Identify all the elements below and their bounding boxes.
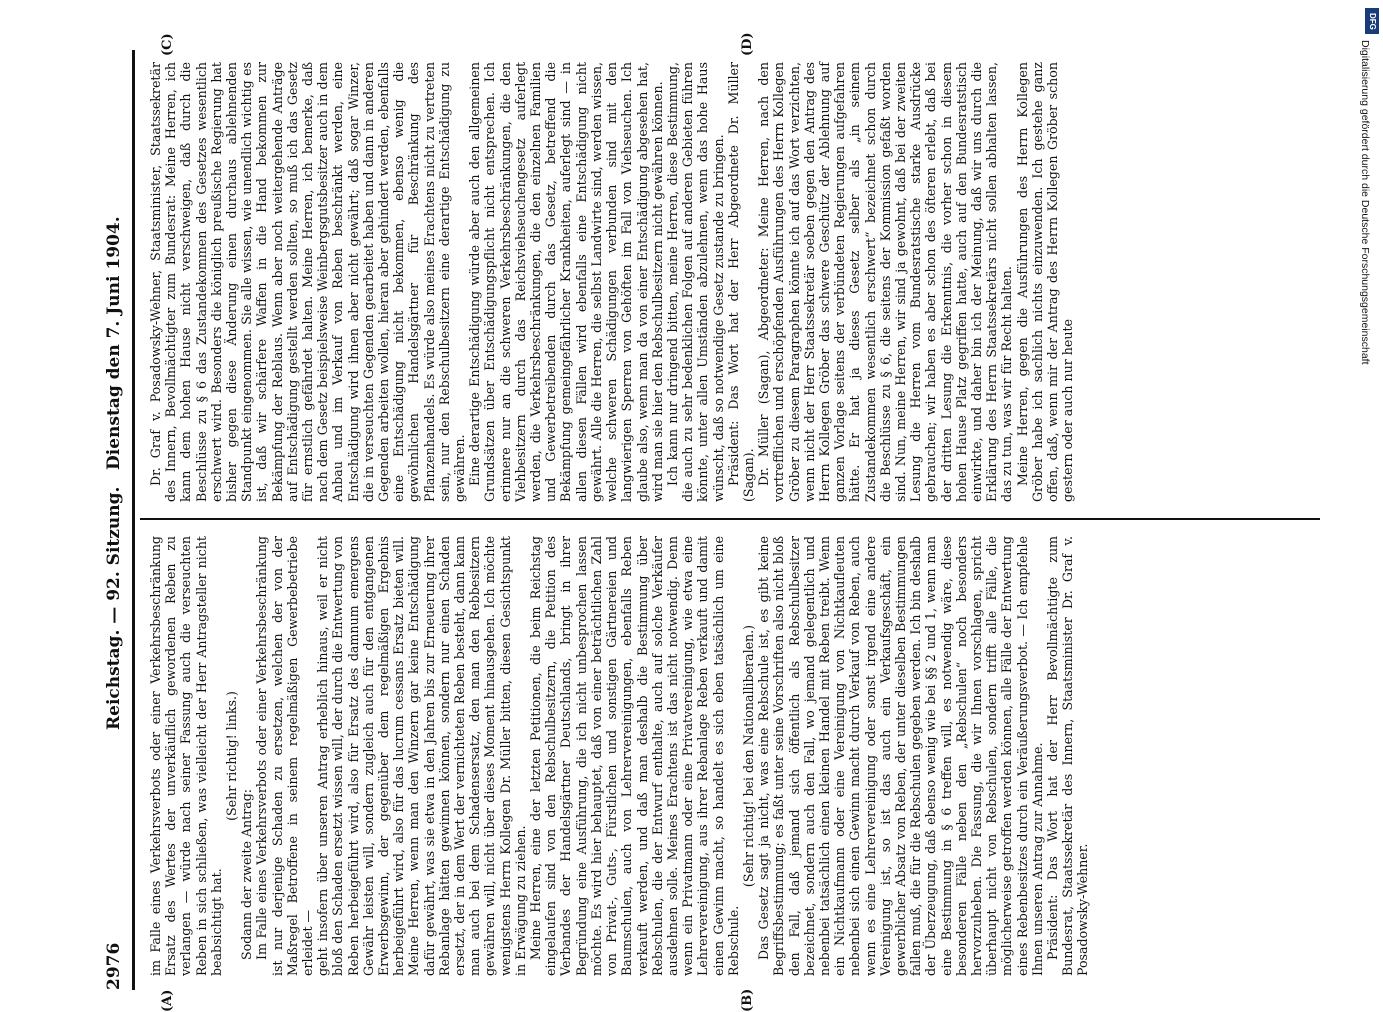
paragraph: Dr. Graf v. Posadowsky-Wehner, Staatsminister, Staatssekretär des Innern, Bevollmächtigter zum Bundesrat: Meine Herren, ich kann dem hohen Hause nicht verschweigen, daß durch die Beschlüsse zu § 6 das Zustandekommen des Gesetzes wesentlich erschwert wird. Besonders die königlich preußische Regierung hat bisher gegen diese Änderung einen durchaus ablehnenden Standpunkt eingenommen. Sie alle wissen, wie unendlich wichtig es ist, daß wir schärfere Waffen in die Hand bekommen zur Bekämpfung der Reblaus. Wenn aber noch weitergehende Anträge auf Entschädigung gestellt werden sollten, so muß ich das Gesetz für ernstlich gefährdet halten. Meine Herren, ich bemerke, daß nach dem Gesetz beispielsweise Weinbergsgutsbesitzer auch in dem Anbau und im Verkauf von Reben beschränkt werden, eine Entschädigung wird ihnen aber nicht gewährt; daß sogar Winzer, die in verseuchten Gegenden gearbeitet haben und dann in anderen Gegenden arbeiten wollen, hieran aber gehindert werden, ebenfalls eine Entschädigung nicht bekommen, ebenso wenig die gewöhnlichen Handelsgärtner für Beschränkung des Pflanzenhandels. Es würde also meines Erachtens nicht zu vertreten sein, nur den Rebschulbesitzern eine derartige Entschädigung zu gewähren. xyxy=(148,62,468,502)
paragraph: Eine derartige Entschädigung würde aber auch den allgemeinen Grundsätzen über Entschädigungspflicht nicht entsprechen. Ich erinnere nur an die schweren Verkehrsbeschränkungen, die den Viehbesitzern durch das Reichsviehseuchengesetz auferlegt werden, die Verkehrsbeschränkungen, die den einzelnen Familien und Gewerbetreibenden durch das Gesetz, betreffend die Bekämpfung gemeingefährlicher Krankheiten, auferlegt sind — in allen diesen Fällen wird ebenfalls eine Entschädigung nicht gewährt. Alle die Herren, die selbst Landwirte sind, werden wissen, welche schweren Schädigungen verbunden sind mit den langwierigen Sperren von Gehöften im Fall von Viehseuchen. Ich glaube also, wenn man da von einer Entschädigung abgesehen hat, wird man sie hier den Rebschulbesitzern nicht gewähren können. xyxy=(467,62,665,502)
paragraph: Meine Herren, eine der letzten Petitionen, die beim Reichstag eingelaufen sind von den Rebschulbesitzern, die Petition des Verbandes der Handelsgärtner Deutschlands, bringt in ihrer Begründung eine Ausführung, die ich nicht unbesprochen lassen möchte. Es wird hier behauptet, daß von einer beträchtlichen Zahl von Privat-, Guts-, Fürstlichen und sonstigen Gärtnereien und Baumschulen, auch von Lehrervereinigungen, ebenfalls Reben verkauft werden, und daß man deshalb die Bestimmung über Rebschulen, die der Entwurf enthalte, auch auf solche Verkäufer ausdehnen solle. Meines Erachtens ist das nicht notwendig. Denn wenn ein Privatmann oder eine Privatvereinigung, wie etwa eine Lehrervereinigung, aus ihrer Rebanlage Reben verkauft und damit einen Gewinn macht, so handelt es sich eben tatsächlich um eine Rebschule. xyxy=(528,536,741,976)
header-rule xyxy=(132,50,135,990)
rotated-document xyxy=(100,32,1380,1012)
paragraph: (Sehr richtig! links.) xyxy=(224,691,240,821)
paragraph: im Falle eines Verkehrsverbots oder einer Verkehrsbeschränkung Ersatz des Wertes der unverkäuflich gewordenen Reben zu verlangen — würde nach seiner Fassung auch die verseuchten Reben in sich schließen, was vielleicht der Herr Antragsteller nicht beabsichtigt hat. xyxy=(148,536,224,976)
digitization-note-text: Digitalisierung gefördert durch die Deutsche Forschungsgemeinschaft xyxy=(1359,40,1371,365)
margin-mark-d: (D) xyxy=(740,32,755,56)
margin-mark-a: (A) xyxy=(160,989,175,1012)
paragraph: Sodann der zweite Antrag: xyxy=(239,788,255,960)
paragraph: Meine Herren, gegen die Ausführungen des Herrn Kollegen Gröber habe ich sachlich nichts einzuwenden. Ich gestehe ganz offen, daß, wenn mir der Antrag des Herrn Kollegen Gröber schon gestern oder auch nur heute xyxy=(1014,62,1076,502)
margin-mark-c: (C) xyxy=(160,33,175,56)
page-header xyxy=(100,50,130,990)
paragraph: Dr. Müller (Sagan), Abgeordneter: Meine Herren, nach den vortrefflichen und erschöpfenden Ausführungen des Herrn Kollegen Gröber zu diesem Paragraphen könnte ich auf das Wort verzichten, wenn nicht der Herr Staatssekretär soeben gegen den Antrag des Herrn Kollegen Gröber das schwere Geschütz der Ablehnung auf ganzen Vorlage seitens der verbündeten Regierungen aufgefahren hätte. Er hat ja dieses Gesetz selber als „in seinem Zustandekommen wesentlich erschwert“ bezeichnet schon durch die Beschlüsse zu § 6, die seitens der Kommission gefaßt worden sind. Nun, meine Herren, wir sind ja gewohnt, daß bei der zweiten Lesung die Herren vom Bundesratstische starke Ausdrücke gebrauchen; wir haben es aber schon des öfteren erlebt, daß bei der dritten Lesung die Erkenntnis, die vorher schon in diesem hohen Hause Platz gegriffen hatte, auch auf den Bundesratstisch einwirkte, und daher bin ich der Meinung, daß wir uns durch die Erklärung des Herrn Staatssekretärs nicht sollen abhalten lassen, das zu tun, was wir für Recht halten. xyxy=(756,62,1015,502)
paragraph: geht insofern über unseren Antrag erheblich hinaus, weil er nicht bloß den Schaden ersetzt wissen will, der durch die Entwertung von Reben herbeigeführt wird, also für Ersatz des damnum emergens Gewähr leisten will, sondern zugleich auch für den entgangenen Erwerbsgewinn, der gegenüber dem regelmäßigen Ergebnis herbeigeführt wird, also für das lucrum cessans Ersatz bieten will. Meine Herren, wenn man den Winzern gar keine Entschädigung dafür gewährt, was sie etwa in den Jahren bis zur Erneuerung ihrer Rebanlage hätten gewinnen können, sondern nur einen Schaden ersetzt, der in dem Wert der vernichteten Reben besteht, dann kann man auch bei dem Schadensersatz, den man den Rebbesitzern gewähren will, nicht über dieses Moment hinausgehen. Ich möchte wenigstens Herrn Kollegen Dr. Müller bitten, diesen Gesichtspunkt in Erwägung zu ziehen. xyxy=(315,536,528,976)
right-column xyxy=(148,62,1075,502)
page-number: 2976 xyxy=(104,942,124,990)
paragraph: Im Falle eines Verkehrsverbots oder einer Verkehrsbeschränkung ist nur derjenige Schaden zu ersetzen, welchen der von der Maßregel Betroffene in seinem regelmäßigen Gewerbebetriebe erleidet — xyxy=(254,536,316,976)
column-divider xyxy=(140,518,1320,520)
paragraph: Das Gesetz sagt ja nicht, was eine Rebschule ist, es gibt keine Begriffsbestimmung; es faßt unter seine Vorschriften also nicht bloß den Fall, daß jemand sich öffentlich als Rebschulbesitzer bezeichnet, sondern auch den Fall, wo jemand gelegentlich und nebenbei tatsächlich einen kleinen Handel mit Reben treibt. Wenn ein Nichtkaufmann oder eine Vereinigung von Nichtkaufleuten nebenbei sich einen Gewinn macht durch Verkauf von Reben, auch wenn es eine Lehrervereinigung oder sonst irgend eine andere Vereinigung ist, so ist das auch ein Verkaufsgeschäft, ein gewerblicher Absatz von Reben, der unter dieselben Bestimmungen fallen muß, die für die Rebschulen gegeben werden. Ich bin deshalb der Überzeugung, daß ebenso wenig wie bei §§ 2 und 1, wenn man eine Bestimmung in § 6 treffen will, es notwendig wäre, diese besonderen Fälle neben den „Rebschulen“ noch besonders hervorzuheben. Die Fassung, die wir Ihnen vorschlagen, spricht überhaupt nicht von Rebschulen, sondern trifft alle Fälle, die möglicherweise getroffen werden können, alle Fälle der Entwertung eines Rebenbesitzes durch ein Veräußerungsverbot. — Ich empfehle Ihnen unseren Antrag zur Annahme. xyxy=(756,536,1045,976)
digitization-note xyxy=(1355,40,1373,700)
paragraph: Ich kann nur dringend bitten, meine Herren, diese Bestimmung, die auch zu sehr bedenklichen Folgen auf anderen Gebieten führen könnte, unter allen Umständen abzulehnen, wenn das hohe Haus wünscht, daß so notwendige Gesetz zustande zu bringen. xyxy=(664,62,726,502)
header-left-title: Reichstag. — 92. Sitzung. xyxy=(104,486,124,730)
paragraph: Präsident: Das Wort hat der Herr Abgeordnete Dr. Müller (Sagan). xyxy=(725,62,756,502)
header-right-title: Dienstag den 7. Juni 1904. xyxy=(104,216,124,470)
margin-mark-b: (B) xyxy=(740,988,755,1012)
dfg-logo: DFG xyxy=(1365,8,1379,34)
left-column xyxy=(148,536,1091,976)
paragraph: (Sehr richtig! bei den Nationalliberalen.) xyxy=(740,624,756,888)
paragraph: Präsident: Das Wort hat der Herr Bevollmächtigte zum Bundesrat, Staatssekretär des Innern, Staatsminister Dr. Graf v. Posadowsky-Wehner. xyxy=(1044,536,1091,976)
